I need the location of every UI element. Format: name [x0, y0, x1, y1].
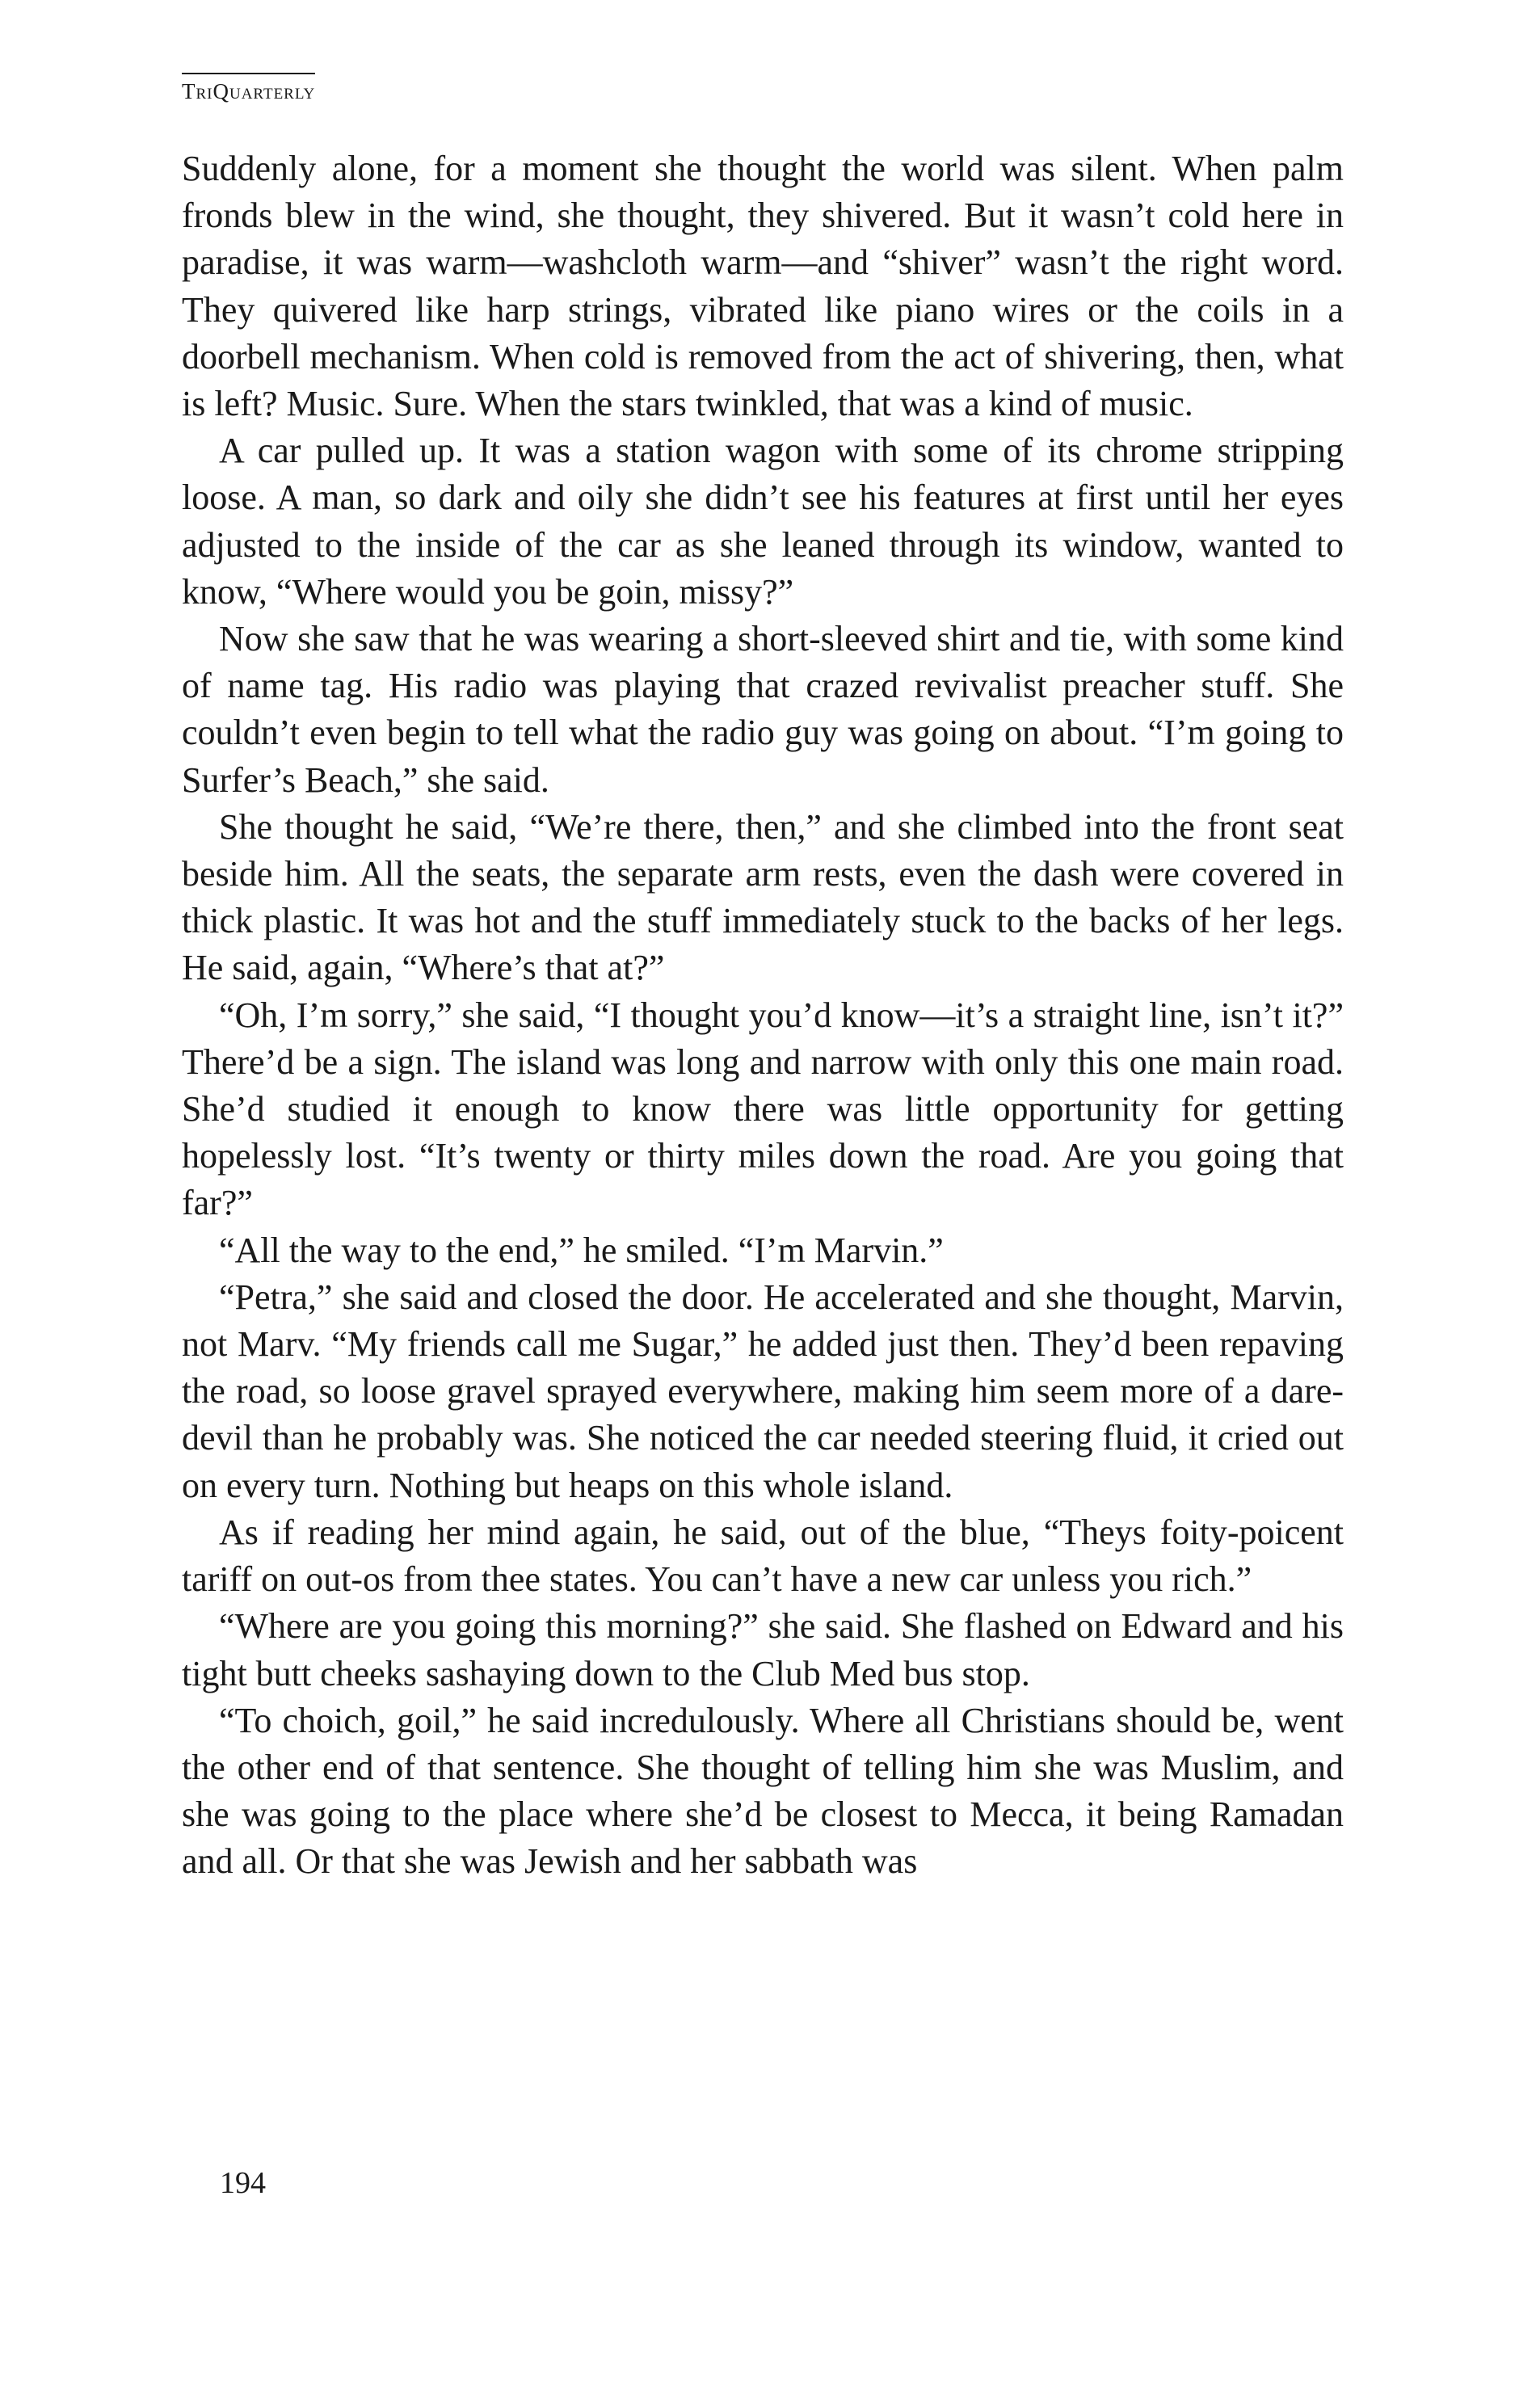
running-head: TriQuarterly	[182, 73, 315, 104]
paragraph: “To choich, goil,” he said incredulously. Where all Christians should be, went the other end of that sentence. She thought of telling him she was Muslim, and she was going to the place where she’d be closest to Mecca, it being Ramadan and all. Or that she was Jewish and her sabbath was	[182, 1700, 1344, 1882]
paragraph: Now she saw that he was wearing a short-sleeved shirt and tie, with some kind of name tag. His radio was playing that crazed revivalist preacher stuff. She couldn’t even begin to tell what the radio guy was going on about. “I’m going to Surfer’s Beach,” she said.	[182, 619, 1344, 800]
paragraph: “Petra,” she said and closed the door. He accelerated and she thought, Marvin, not Marv. “My friends call me Sugar,” he added just then. They’d been repaving the road, so loose gravel sprayed everywhere, making him seem more of a dare-devil than he probably was. She noticed the car needed steering fluid, it cried out on every turn. Nothing but heaps on this whole island.	[182, 1277, 1344, 1505]
paragraph: She thought he said, “We’re there, then,” and she climbed into the front seat beside him. All the seats, the separate arm rests, even the dash were covered in thick plastic. It was hot and the stuff immediately stuck to the backs of her legs. He said, again, “Where’s that at?”	[182, 806, 1344, 988]
paragraph: “Where are you going this morning?” she said. She flashed on Edward and his tight butt cheeks sashaying down to the Club Med bus stop.	[182, 1606, 1344, 1693]
paragraph: As if reading her mind again, he said, out of the blue, “Theys foity-poicent tariff on out-os from thee states. You can’t have a new car unless you rich.”	[182, 1512, 1344, 1600]
paragraph: “Oh, I’m sorry,” she said, “I thought you’d know—it’s a straight line, isn’t it?” There’d be a sign. The island was long and narrow with only this one main road. She’d studied it enough to know there was little opportunity for getting hopelessly lost. “It’s twenty or thirty miles down the road. Are you going that far?”	[182, 995, 1344, 1223]
page-number: 194	[220, 2166, 266, 2200]
paragraph: A car pulled up. It was a station wagon with some of its chrome stripping loose. A man, so dark and oily she didn’t see his features at first until her eyes adjusted to the inside of the car as she leaned through its window, wanted to know, “Where would you be goin, missy?”	[182, 431, 1344, 612]
body-text	[182, 145, 1344, 1886]
paragraph: “All the way to the end,” he smiled. “I’m Marvin.”	[219, 1230, 944, 1270]
paragraph: Suddenly alone, for a moment she thought the world was silent. When palm fronds blew in the wind, she thought, they shivered. But it wasn’t cold here in paradise, it was warm—washcloth warm—and “shiver” wasn’t the right word. They quivered like harp strings, vibrated like piano wires or the coils in a doorbell mechanism. When cold is removed from the act of shivering, then, what is left? Music. Sure. When the stars twinkled, that was a kind of music.	[182, 149, 1344, 424]
